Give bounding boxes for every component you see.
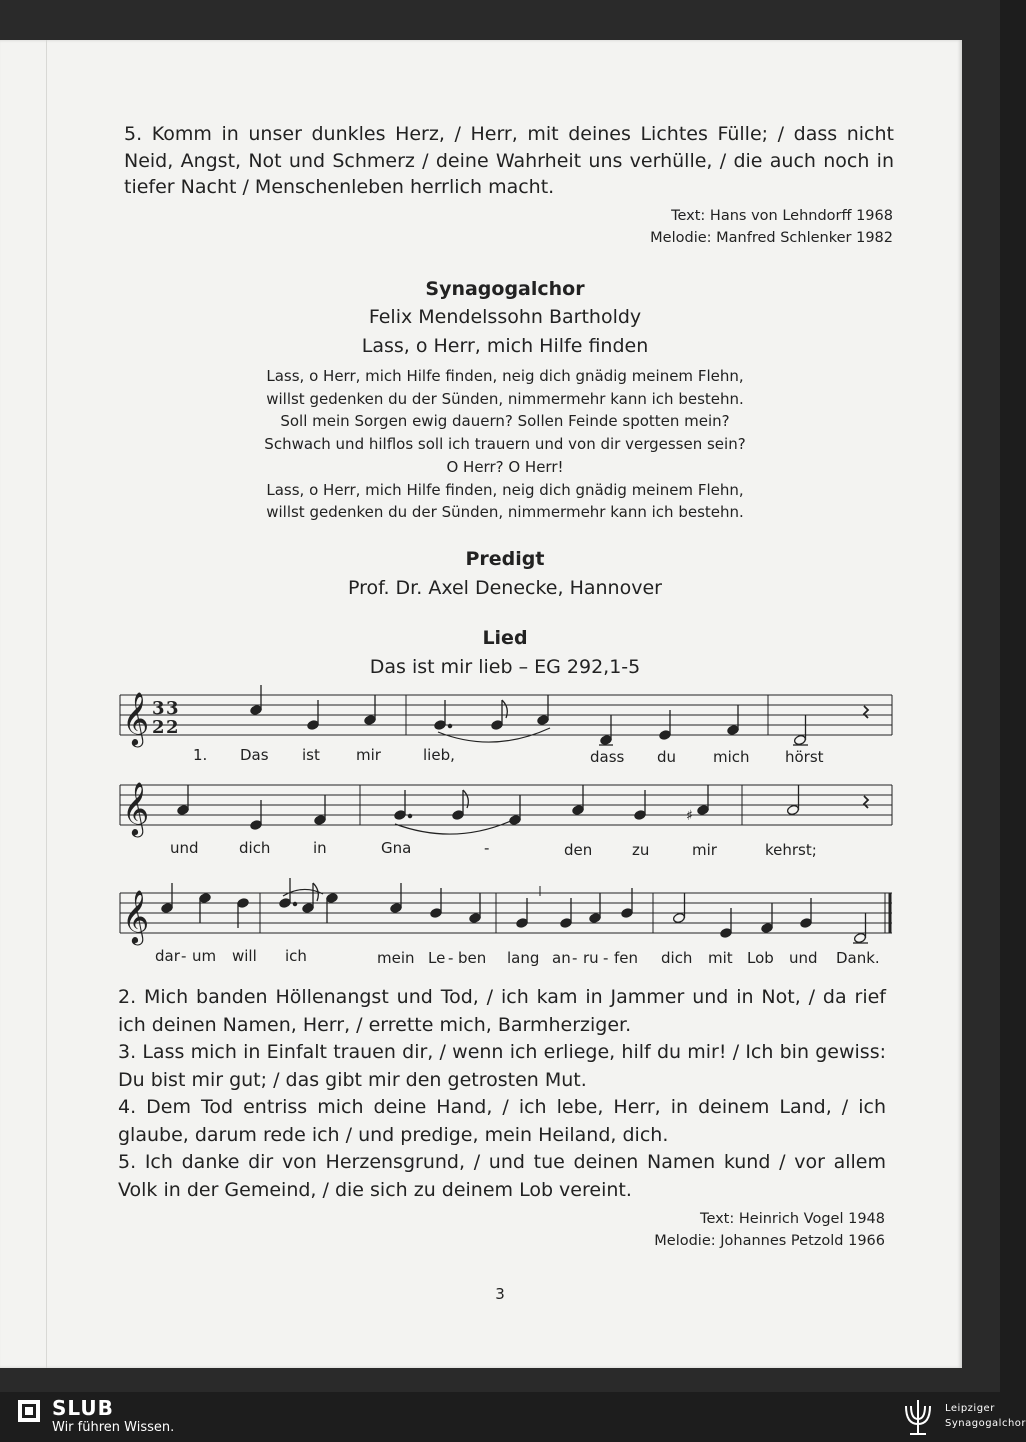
rest-icon (864, 706, 868, 718)
sermon-speaker: Prof. Dr. Axel Denecke, Hannover (348, 577, 662, 599)
lyric-syllable: mir (356, 746, 381, 764)
lyric-syllable: - (603, 949, 609, 967)
choir-lyric-line: Lass, o Herr, mich Hilfe finden, neig dich gnädig meinem Flehn, (266, 367, 744, 385)
choir-lyrics (120, 365, 890, 524)
lyric-syllable: ich (285, 947, 307, 965)
lyric-syllable: - (448, 949, 454, 967)
lyric-syllable: mich (713, 748, 750, 766)
lyric-syllable: Gna (381, 839, 412, 857)
choir-composer: Felix Mendelssohn Bartholdy (368, 306, 642, 328)
time-signature-numerator: 3 (166, 698, 179, 719)
slub-name: SLUB (52, 1396, 114, 1420)
credit-melody-author: Melodie: Manfred Schlenker 1982 (650, 230, 893, 246)
choir-menorah-logo-icon (895, 1394, 941, 1440)
choir-heading: Synagogalchor (425, 278, 585, 300)
credit-second-hymn (654, 1208, 885, 1252)
lyric-syllable: lang (507, 949, 540, 967)
lyric-syllable: - (181, 947, 187, 965)
verse-3: 3. Lass mich in Einfalt trauen dir, / wenn ich erliege, hilf du mir! / Ich bin gewiss: Du bist mir gut; / das gibt mir den getrosten Mut. (118, 1041, 886, 1091)
music-staff-1 (120, 680, 895, 775)
lyric-syllable: und (789, 949, 818, 967)
notes-staff-3 (161, 878, 868, 944)
lyric-syllable: den (564, 841, 593, 859)
lyric-syllable: Dank. (836, 949, 880, 967)
slub-tagline: Wir führen Wissen. (52, 1420, 175, 1435)
verse-5: 5. Ich danke dir von Herzensgrund, / und tue deinen Namen kund / vor allem Volk in der Gemeind, / die sich zu deinem Lob vereint. (118, 1151, 886, 1201)
song-title: Das ist mir lieb – EG 292,1-5 (369, 656, 641, 678)
credit-first-hymn (650, 205, 893, 249)
lyric-syllable: dass (590, 748, 625, 766)
treble-clef-icon: 𝄞 (122, 889, 150, 943)
lyric-syllable: - (484, 839, 490, 857)
lyric-syllable: fen (614, 949, 639, 967)
sharp-icon: ♯ (686, 808, 693, 824)
lyric-syllable: ist (302, 746, 320, 764)
lyric-syllable: dich (239, 839, 271, 857)
lyric-syllable: mein (377, 949, 415, 967)
choir-lyric-line: willst gedenken du der Sünden, nimmermehr kann ich bestehn. (266, 389, 744, 408)
choir-lyric-line: willst gedenken du der Sünden, nimmermehr kann ich bestehn. (266, 503, 744, 522)
page-fold (46, 40, 47, 1368)
choir-lyric-line: Soll mein Sorgen ewig dauern? Sollen Feinde spotten mein? (280, 412, 730, 431)
verse-4: 4. Dem Tod entriss mich deine Hand, / ich lebe, Herr, in deinem Land, / ich glaube, darum rede ich / und predige, mein Heiland, dich. (118, 1096, 886, 1146)
slub-logo-icon (18, 1400, 40, 1422)
lyric-syllable: hörst (785, 748, 824, 766)
lyric-syllable: dar (155, 947, 180, 965)
song-heading: Lied (482, 627, 528, 649)
credit-melody-author: Melodie: Johannes Petzold 1966 (654, 1233, 885, 1249)
lyric-syllable: mit (708, 949, 733, 967)
lyric-syllable: und (170, 839, 199, 857)
choir-lyric-line: Lass, o Herr, mich Hilfe finden, neig dich gnädig meinem Flehn, (266, 480, 744, 499)
choir-logo-text (945, 1401, 1026, 1431)
verse-5-first-hymn: 5. Komm in unser dunkles Herz, / Herr, mit deines Lichtes Fülle; / dass nicht Neid, Angst, Not und Schmerz / deine Wahrheit uns verhülle, / die auch noch in tiefer Nacht / Menschenleben herrlich macht. (124, 123, 894, 198)
lyric-syllable: will (232, 947, 257, 965)
credit-text-author: Text: Heinrich Vogel 1948 (700, 1211, 885, 1227)
lyric-syllable: ru (583, 949, 599, 967)
song-section (120, 624, 890, 682)
notes-staff-2 (177, 785, 868, 834)
hymn-verses (118, 984, 886, 1204)
lyric-syllable: um (192, 947, 217, 965)
choir-lyric-line: O Herr? O Herr! (446, 457, 564, 476)
lyric-syllable: - (572, 949, 578, 967)
credit-text-author: Text: Hans von Lehndorff 1968 (671, 208, 893, 224)
choir-section (120, 275, 890, 524)
lyric-syllable: zu (632, 841, 650, 859)
time-signature-numerator: 3 (152, 698, 165, 719)
time-signature-denominator: 2 (152, 717, 165, 738)
lyric-syllable: du (657, 748, 677, 766)
lyric-syllable: ben (458, 949, 487, 967)
sermon-heading: Predigt (465, 548, 545, 570)
lyric-syllable: Das (240, 746, 269, 764)
lyric-syllable: 1. (193, 746, 208, 764)
music-staff-3 (120, 878, 895, 973)
lyric-syllable: mir (692, 841, 717, 859)
lyric-syllable: kehrst; (765, 841, 817, 859)
treble-clef-icon: 𝄞 (122, 781, 150, 835)
rest-icon (864, 796, 868, 808)
lyric-syllable: Le (428, 949, 446, 967)
lyric-syllable: an (552, 949, 571, 967)
music-staff-2 (120, 770, 895, 865)
choir-lyric-line: Schwach und hilflos soll ich trauern und von dir vergessen sein? (264, 435, 746, 454)
time-signature-denominator: 2 (166, 717, 179, 738)
lyric-syllable: lieb, (423, 746, 455, 764)
treble-clef-icon: 𝄞 (122, 691, 150, 745)
lyric-syllable: dich (661, 949, 693, 967)
page-number: 3 (495, 1285, 505, 1303)
footer-bar (0, 1392, 1026, 1442)
lyric-syllable: Lob (747, 949, 774, 967)
sermon-section (120, 545, 890, 603)
choir-logo-line1: Leipziger (945, 1403, 995, 1414)
verse-2: 2. Mich banden Höllenangst und Tod, / ich kam in Jammer und in Not, / da rief ich deinen Namen, Herr, / errette mich, Barmherziger. (118, 986, 886, 1036)
choir-logo-line2: Synagogalchor (945, 1418, 1026, 1429)
choir-piece-title: Lass, o Herr, mich Hilfe finden (361, 335, 649, 357)
lyric-syllable: in (313, 839, 327, 857)
